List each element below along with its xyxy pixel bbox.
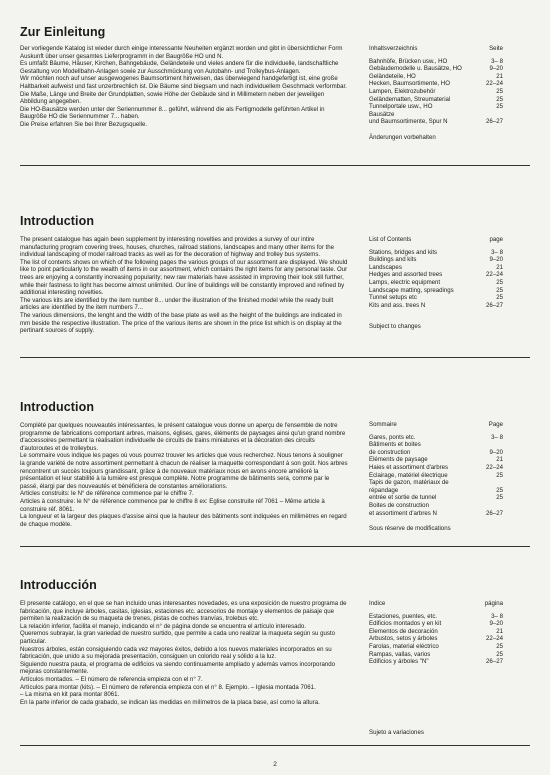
toc-label: Eclairage, matériel électrique xyxy=(369,471,448,479)
toc-label: Geländematten, Streumaterial xyxy=(369,95,451,103)
toc-label: Haies et assortiment d'arbres xyxy=(369,463,449,471)
toc-label: Stations, bridges and kits xyxy=(369,248,438,256)
section-title-en: Introduction xyxy=(20,214,95,228)
toc-page: 22–24 xyxy=(486,635,503,643)
toc-row xyxy=(369,73,503,81)
toc-label: Elementos de decoración xyxy=(369,627,438,635)
toc-label: Landscapes xyxy=(369,263,402,271)
toc-page: 25 xyxy=(496,286,503,294)
toc-page: 26–27 xyxy=(486,509,503,517)
toc-row xyxy=(369,643,503,651)
toc-row xyxy=(369,271,503,279)
section-divider xyxy=(20,546,530,547)
toc-row xyxy=(369,279,503,287)
toc-row xyxy=(369,487,503,495)
paragraph: Articles à construire: le N° de référence commence par le chiffre 8 ex: Eglise construite réf 7061 – Même article à construire réf. 8061. xyxy=(20,497,325,513)
toc-label: de construction xyxy=(369,448,411,456)
toc-row xyxy=(369,472,503,480)
toc-row xyxy=(369,658,503,666)
toc-label: et assortiment d'arbres N xyxy=(369,509,437,517)
toc-row xyxy=(369,111,503,119)
toc-page: 25 xyxy=(496,471,503,479)
toc-row xyxy=(369,456,503,464)
paragraph: Die Preise erfahren Sie bei Ihrer Bezugsquelle. xyxy=(20,120,148,128)
section-body-en xyxy=(20,236,348,335)
toc-head-label: List of Contents xyxy=(369,236,412,243)
toc-row xyxy=(369,464,503,472)
paragraph: Der vorliegende Katalog ist wieder durch einige interessante Neuheiten ergänzt worden und gibt in übersichtlicher Form Auskunft über unser gesamtes Lieferprogramm in der Baugröße HO und N. xyxy=(20,45,343,60)
toc-header xyxy=(369,45,503,53)
paragraph: Die Maße, Länge und Breite der Grundplatten, sowie Höhe der Gebäude sind in Millimetern neben der jeweiligen Abbildung angegeben. xyxy=(20,90,325,106)
toc-label: Boites de construction xyxy=(369,501,429,509)
toc-row xyxy=(369,479,503,487)
toc-en xyxy=(369,236,503,331)
toc-row xyxy=(369,502,503,510)
toc-label: Hecken, Baumsortimente, HO xyxy=(369,80,450,88)
toc-label: Edificios montados y en kit xyxy=(369,620,442,628)
toc-page: 25 xyxy=(496,294,503,302)
section-title-de: Zur Einleitung xyxy=(20,25,106,39)
toc-page: 22–24 xyxy=(486,463,503,471)
paragraph: – La misma en kit para montar 8061. xyxy=(20,691,120,699)
toc-page: 25 xyxy=(496,87,503,95)
toc-page: 21 xyxy=(496,263,503,271)
section-title-fr: Introduction xyxy=(20,400,95,414)
toc-page: 3– 8 xyxy=(491,248,503,256)
toc-head-page: page xyxy=(489,236,503,243)
toc-header xyxy=(369,421,503,429)
section-body-fr xyxy=(20,422,348,528)
paragraph: La relación inferior, facilita el manejo, indicando el n° de página donde se encuentra el artículo interesado. xyxy=(20,622,306,630)
section-title-es: Introducción xyxy=(20,578,97,592)
toc-row xyxy=(369,88,503,96)
toc-row xyxy=(369,256,503,264)
toc-row xyxy=(369,118,503,126)
toc-label: entrée et sortie de tunnel xyxy=(369,494,437,502)
toc-page: 22–24 xyxy=(486,271,503,279)
paragraph: The present catalogue has again been supplement by interesting novelties and provides a survey of our intire manufacturing program covering trees, houses, churches, railroad stations, landscapes and many other items for the individual landscaping of model railroad tracks as well as for the decoration of highway and trolley bus systems. xyxy=(20,236,334,259)
toc-es xyxy=(369,600,503,736)
toc-label: Tapis de gazon, matériaux de xyxy=(369,479,449,487)
section-divider xyxy=(20,745,530,746)
toc-row xyxy=(369,441,503,449)
toc-page: 3– 8 xyxy=(491,612,503,620)
paragraph: Nuestros árboles, están consiguiendo cada vez mayores éxitos, debido a los nuevos materiales incorporados en su fabricación, que unido a su mejorada presentación, consiguen un colorido real y sólido a la luz. xyxy=(20,645,332,661)
toc-page: 21 xyxy=(496,72,503,80)
toc-label: Buildings and kits xyxy=(369,256,417,264)
toc-page: 25 xyxy=(496,103,503,111)
paragraph: La longueur et la largeur des plaques d'assise ainsi que la hauteur des bâtiments sont indiquées en millimètres en regard de chaque modèle. xyxy=(20,513,347,528)
toc-label: répandage xyxy=(369,486,399,494)
toc-page: 25 xyxy=(496,650,503,658)
toc-label: Rampas, vallas, varios xyxy=(369,650,431,658)
paragraph: Le sommaire vous indique les pages où vous pourrez trouver les articles que vous recherchez. Nous tenons à souligner la grande variété de notre assortiment permettant à chacun de réaliser la maquette correspondant à son goût. Nos arbres rencontrent un succès toujours grandissant, grâce à de nouveaux matériaux nous en avons encore amélioré la présentation et leur stabilité à la lumière est presque complète. Notre programme de bâtiments sera, comme par le passé, élargi par des nouveautés et bénéficiera de constantes améliorations. xyxy=(20,452,348,490)
toc-head-page: Page xyxy=(488,421,503,428)
toc-page: 3– 8 xyxy=(491,433,503,441)
toc-row xyxy=(369,65,503,73)
toc-page: 26–27 xyxy=(486,301,503,309)
paragraph: The various dimensions, the lenght and the width of the base plate as well as the height of the buildings are indicated in mm beside the respective illustration. The price of the various items are shown in the price list which is on display at the pertinant sources of supply. xyxy=(20,311,342,335)
toc-row xyxy=(369,103,503,111)
toc-label: Gebäudemodelle u. Bausätze, HO xyxy=(369,65,462,73)
toc-label: Estaciones, puentes, etc. xyxy=(369,612,438,620)
toc-label: Eléments de paysage xyxy=(369,456,428,464)
toc-row xyxy=(369,434,503,442)
toc-note: Sous réserve de modifications xyxy=(369,525,451,533)
toc-label: Lampen, Elektrozubehör xyxy=(369,87,436,95)
toc-label: und Baumsortimente, Spur N xyxy=(369,118,448,126)
toc-page: 22–24 xyxy=(486,80,503,88)
paragraph: En la parte inferior de cada grabado, se indican las medidas en milímetros de la placa base, así como la altura. xyxy=(20,698,320,706)
toc-page: 25 xyxy=(496,642,503,650)
toc-page: 3– 8 xyxy=(491,57,503,65)
toc-label: Hedges and assorted trees xyxy=(369,271,443,279)
toc-row xyxy=(369,287,503,295)
toc-head-page: Seite xyxy=(489,45,503,52)
toc-row xyxy=(369,628,503,636)
toc-row xyxy=(369,620,503,628)
toc-page: 9–20 xyxy=(489,65,503,73)
toc-page: 9–20 xyxy=(489,256,503,264)
toc-row xyxy=(369,58,503,66)
toc-page: 21 xyxy=(496,456,503,464)
paragraph: Wir möchten noch auf unser ausgewogenes Baumsortiment hinweisen, das überwiegend handgefertigt ist, eine große Haltbarkeit aufweist und fast unzerbrechlich ist. Die Bäume sind biegsam und nach individuellem Geschmack verformbar. xyxy=(20,75,347,90)
toc-label: Tunnelportale usw., HO xyxy=(369,103,433,111)
toc-header xyxy=(369,236,503,244)
paragraph: Artículos para montar (kits). – El número de referencia empieza con el n° 8. Ejemplo. – Iglesia montada 7061. xyxy=(20,683,316,691)
toc-row xyxy=(369,96,503,104)
paragraph: Siguiendo nuestra pauta, el programa de edificios va siendo continuamente ampliado y además vamos incorporando mejoras constantemente. xyxy=(20,660,336,676)
toc-page: 9–20 xyxy=(489,448,503,456)
toc-row xyxy=(369,80,503,88)
toc-label: Farolas, material eléctrico xyxy=(369,642,439,650)
toc-page: 25 xyxy=(496,278,503,286)
toc-head-label: Inhaltsverzeichnis xyxy=(369,45,418,52)
toc-note: Änderungen vorbehalten xyxy=(369,133,436,141)
toc-row xyxy=(369,651,503,659)
toc-page: 26–27 xyxy=(486,118,503,126)
paragraph: Artículos montados. – El número de referencia empieza con el n° 7. xyxy=(20,675,203,683)
section-body-de xyxy=(20,45,348,129)
toc-label: Geländeteile, HO xyxy=(369,72,416,80)
page-number: 2 xyxy=(273,761,277,768)
paragraph: Die HO-Bausätze werden unter der Seriennummer 8... geführt, während die als Fertigmodelle geführten Artikel in Baugröße HO die Seriennummer 7... haben. xyxy=(20,105,325,121)
toc-header xyxy=(369,600,503,608)
toc-page: 21 xyxy=(496,627,503,635)
toc-label: Arbustos, setos y árboles xyxy=(369,635,438,643)
toc-head-label: Indice xyxy=(369,600,386,607)
toc-label: Edificios y árboles "N" xyxy=(369,658,429,666)
toc-label: Bâtiments et boites xyxy=(369,441,421,449)
toc-row xyxy=(369,294,503,302)
paragraph: The list of contents shows on which of the following pages the various groups of our assortment are displayed. We should like to point particularly to the wealth of items in our assortment, which contains the right items for any personal taste. Our trees are enjoying a constantly increasing popularity; new raw materials have assisted in improving their look still further, while their fastness to light has become almost unlimited. Our line of buildings will be constantly improved and refined by additional interesting novelties. xyxy=(20,258,348,297)
paragraph: El presente catálogo, en el que se han incluido unas interesantes novedades, es una exposición de nuestro programa de fabricación, que incluye árboles, casitas, iglesias, estaciones etc. accesorios de montaje y elementos de paisaje que permiten la realización de su maqueta de trenes, pistas de coches tranvías, trolebus etc. xyxy=(20,600,347,623)
toc-page: 25 xyxy=(496,95,503,103)
toc-row xyxy=(369,249,503,257)
toc-row xyxy=(369,613,503,621)
toc-head-label: Sommaire xyxy=(369,421,397,428)
toc-label: Tunnel setups etc xyxy=(369,294,417,302)
toc-label: Gares, ponts etc. xyxy=(369,433,416,441)
section-body-es xyxy=(20,600,348,706)
toc-label: Kits and ass. trees N xyxy=(369,301,426,309)
toc-label: Bausätze xyxy=(369,110,395,118)
toc-note: Subject to changes xyxy=(369,323,421,331)
toc-row xyxy=(369,494,503,502)
paragraph: Es umfaßt Bäume, Häuser, Kirchen, Bahngebäude, Geländeteile und vieles andere für die individuelle, landschaftliche Gestaltung von Modellbahn-Anlagen sowie zur Ausschmückung von Autobahn- und Trolleybus-Anlagen. xyxy=(20,60,339,75)
toc-row xyxy=(369,449,503,457)
paragraph: Complété par quelques nouveautés intéressantes, le présent catalogue vous donne un aperçu de l'ensemble de notre programme de fabrications comportant arbres, maisons, églises, gares, éléments de paysages ainsi qu'un grand nombre d'accessoires permettant la réalisation individuelle de circuits de trains miniatures et la décoration des circuits d'autoroutes et de trolleybus. xyxy=(20,422,346,452)
toc-label: Bahnhöfe, Brücken usw., HO xyxy=(369,57,448,65)
paragraph: The various kits are identified by the item number 8... under the illustration of the finished model while the ready built articles are identified by the item numbers 7... xyxy=(20,296,334,312)
toc-de xyxy=(369,45,503,142)
toc-row xyxy=(369,635,503,643)
toc-row xyxy=(369,264,503,272)
toc-page: 26–27 xyxy=(486,658,503,666)
paragraph: Articles construits: le N° de référence commence par le chiffre 7. xyxy=(20,490,194,498)
toc-row xyxy=(369,510,503,518)
toc-row xyxy=(369,302,503,310)
section-divider xyxy=(20,165,530,166)
toc-note: Sujeto a variaciones xyxy=(369,728,424,736)
toc-page: 25 xyxy=(496,494,503,502)
toc-page: 9–20 xyxy=(489,620,503,628)
toc-page: 25 xyxy=(496,486,503,494)
section-divider xyxy=(20,357,530,358)
toc-label: Landscape matting, spreadings xyxy=(369,286,454,294)
toc-head-page: página xyxy=(484,600,503,607)
toc-label: Lamps, electric equipment xyxy=(369,278,441,286)
toc-fr xyxy=(369,421,503,533)
paragraph: Queremos subrayar, la gran variedad de nuestro surtido, que permite a cada uno realizar la maqueta según su gusto particular. xyxy=(20,630,336,645)
